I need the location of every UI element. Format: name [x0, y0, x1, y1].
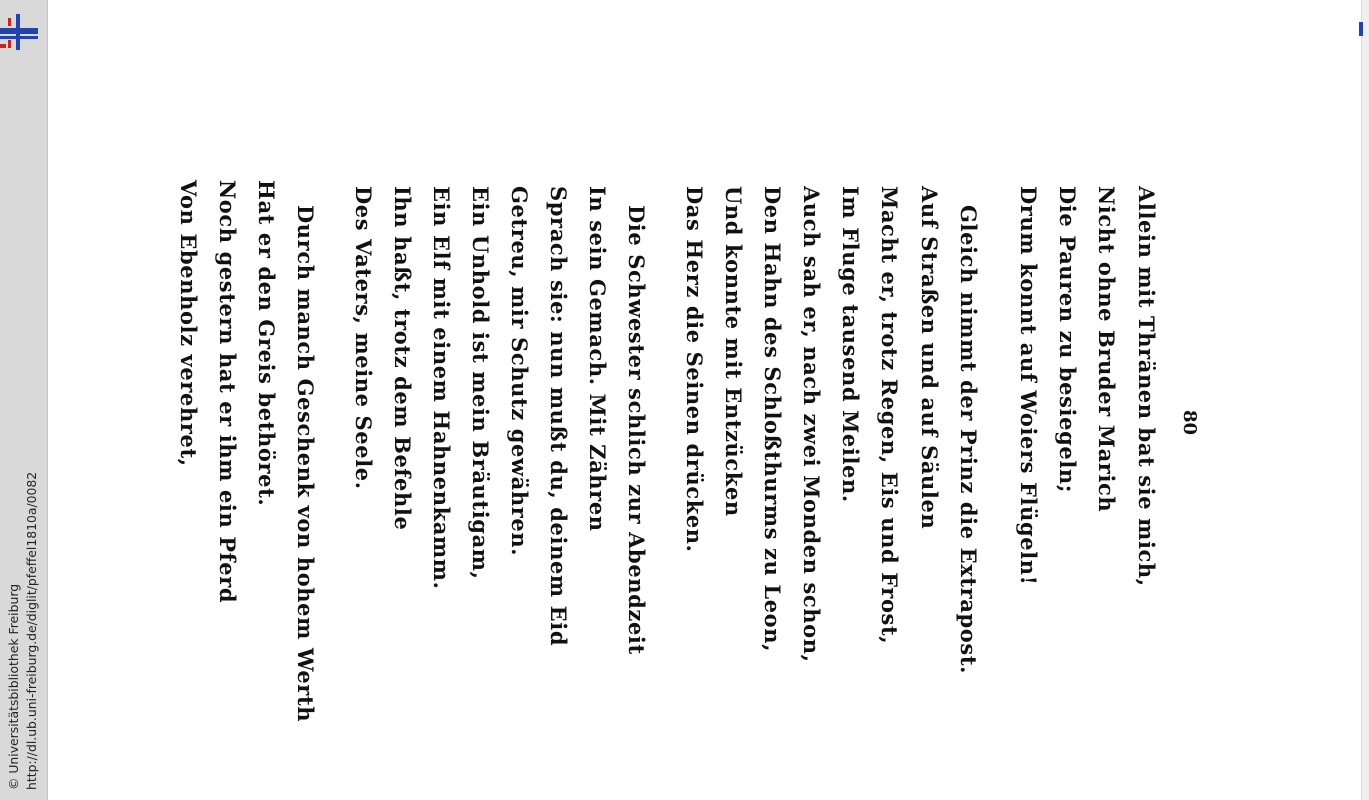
text-line: Ihn haßt, trotz dem Befehle: [390, 186, 415, 531]
text-line: Ein Elf mit einem Hahnenkamm.: [429, 186, 454, 590]
text-line: Die Pauren zu besiegeln;: [1055, 186, 1080, 494]
text-line: Nicht ohne Bruder Marich: [1094, 186, 1119, 513]
text-line: Getreu, mir Schutz gewähren.: [507, 186, 532, 557]
copyright-notice: © Universitätsbibliothek Freiburg: [6, 583, 21, 790]
text-line: Auf Straßen und auf Säulen: [917, 186, 942, 530]
text-line: Im Fluge tausend Meilen.: [838, 186, 863, 503]
text-line: Noch gestern hat er ihm ein Pferd: [215, 180, 240, 604]
text-line: Drum konnt auf Woiers Flügeln!: [1016, 186, 1041, 586]
text-line: Ein Unhold ist mein Bräutigam,: [468, 186, 493, 580]
sidebar: [0, 0, 48, 800]
library-logo-icon[interactable]: [0, 14, 40, 50]
page-number: 80: [1179, 410, 1200, 436]
text-line: Die Schwester schlich zur Abendzeit: [624, 205, 649, 655]
text-line: Allein mit Thränen bat sie mich,: [1134, 186, 1159, 587]
document-url[interactable]: http://dl.ub.uni-freiburg.de/diglit/pfeffel1810a/0082: [24, 471, 39, 790]
text-line: Das Herz die Seinen drücken.: [682, 186, 707, 553]
text-line: Macht er, trotz Regen, Eis und Frost,: [877, 186, 902, 645]
text-line: Hat er den Greis bethöret.: [254, 180, 279, 507]
text-line: Des Vaters, meine Seele.: [351, 186, 376, 490]
text-line: Gleich nimmt der Prinz die Extrapost.: [956, 205, 981, 675]
text-line: Den Hahn des Schloßthurms zu Leon,: [760, 186, 785, 653]
text-line: Von Ebenholz verehret,: [176, 180, 201, 467]
text-line: Und konnte mit Entzücken: [721, 186, 746, 517]
text-line: In sein Gemach. Mit Zähren: [585, 186, 610, 532]
text-line: Durch manch Geschenk von hohem Werth: [293, 205, 318, 723]
text-line: Auch sah er, nach zwei Monden schon,: [799, 186, 824, 663]
viewer-right-edge: [1361, 0, 1369, 800]
scanned-page: [48, 0, 1361, 800]
corner-marker: [1359, 22, 1363, 36]
text-line: Sprach sie: nun mußt du, deinem Eid: [546, 186, 571, 647]
